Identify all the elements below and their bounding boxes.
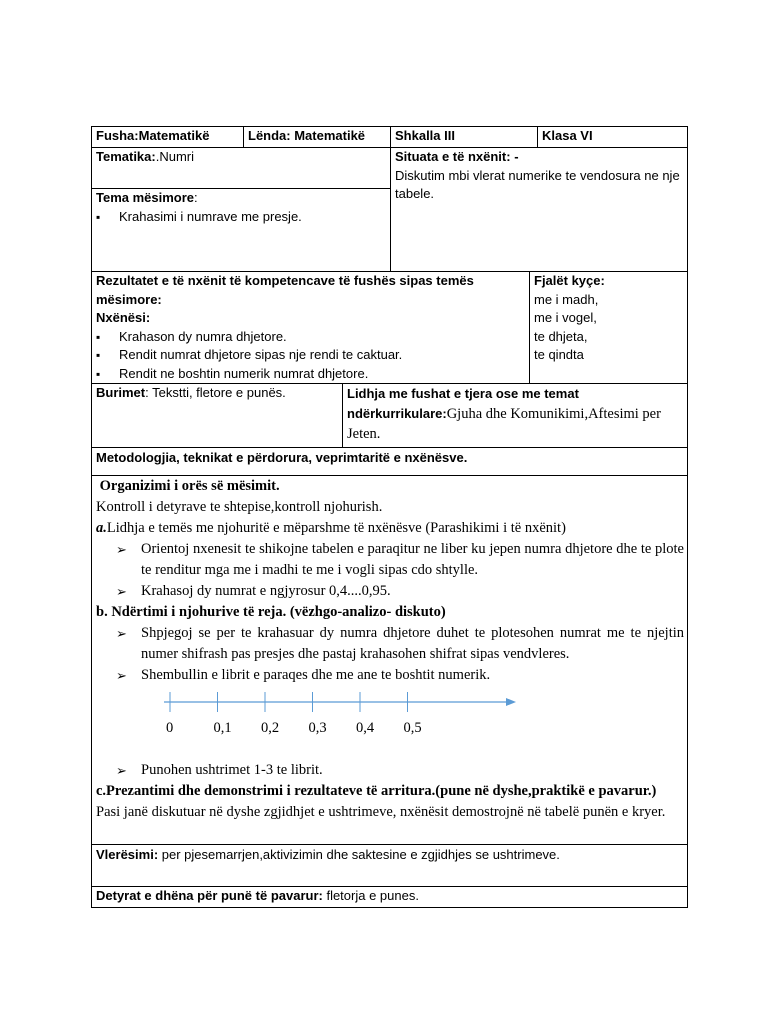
c-title: c.Prezantimi dhe demonstrimi i rezultateve të arritura.(pune në dyshe,praktikë e pavarur.) [96, 783, 657, 799]
burimet-cell [91, 384, 342, 447]
fjalet-label: Fjalët kyçe: [534, 273, 605, 288]
tematika-label: Tematika: [96, 149, 156, 164]
lenda-cell: Lënda: Matematikë [248, 128, 366, 143]
fjale-item: te dhjeta, [534, 328, 588, 344]
tema-colon: : [194, 190, 198, 205]
c-text: Pasi janë diskutuar në dyshe zgjidhjet e ushtrimeve, nxënësit demostrojnë në tabelë punën e kryer. [96, 804, 666, 820]
fjale-item: me i vogel, [534, 310, 597, 325]
burimet-label: Burimet [96, 385, 146, 400]
a-letter: a. [96, 520, 107, 536]
number-line-label: 0,1 [213, 720, 232, 736]
situata-suffix: : - [506, 149, 519, 164]
metodologjia-title: Metodologjia, teknikat e përdorura, veprimtaritë e nxënësve. [96, 450, 468, 465]
vleresimi-text: per pjesemarrjen,aktivizimin dhe saktesine e zgjidhjes se ushtrimeve. [158, 847, 560, 862]
klasa-cell: Klasa VI [542, 128, 593, 143]
shkalla-cell: Shkalla III [395, 128, 455, 143]
situata-label: Situata e të nxënit [395, 149, 507, 164]
number-line-label: 0,4 [356, 720, 375, 736]
a-item: ➢ Krahasoj dy numrat e ngjyrosur 0,4....0,95. [116, 581, 684, 602]
kontroll-text: Kontroll i detyrave te shtepise,kontroll njohurish. [96, 499, 383, 515]
vleresimi-cell [91, 845, 688, 886]
number-line [150, 688, 530, 718]
rezultatet-cell [91, 272, 529, 383]
rezultat-item: ▪ Krahason dy numra dhjetore. [96, 328, 525, 347]
rezultatet-title: Rezultatet e të nxënit të kompetencave të fushës sipas temës mësimore: [96, 273, 474, 307]
a-item: ➢ Orientoj nxenesit te shikojne tabelen e paraqitur ne liber ku jepen numra dhjetore dhe te plote te renditur mga me i madhi te me i vogli sipas cdo shtylle. [116, 539, 684, 581]
fjale-item: me i madh, [534, 291, 599, 307]
a-text: Lidhja e temës me njohuritë e mëparshme të nxënësve (Parashikimi i të nxënit) [106, 520, 566, 536]
lidhja-cell [342, 384, 688, 447]
tematika-cell [91, 148, 390, 188]
detyrat-label: Detyrat e dhëna për punë të pavarur: [96, 888, 323, 903]
lidhja-label: Lidhja me fushat e tjera ose me temat ndërkurrikulare: [347, 386, 579, 421]
b-title: b. Ndërtimi i njohurive të reja. (vëzhgo-analizo- diskuto) [96, 604, 446, 620]
number-line-label: 0 [166, 720, 174, 736]
rezultat-item: ▪ Rendit numrat dhjetore sipas nje rendi te caktuar. [96, 346, 525, 365]
tema-item: ▪ Krahasimi i numrave me presje. [96, 208, 386, 227]
number-line-label: 0,3 [308, 720, 327, 736]
b-item: ➢ Shembullin e librit e paraqes dhe me ane te boshtit numerik. [116, 665, 684, 686]
number-line-label: 0,5 [403, 720, 422, 736]
fjalet-kyce-cell [529, 272, 688, 383]
tema-cell [91, 189, 390, 271]
detyrat-text: fletorja e punes. [322, 888, 419, 903]
tematika-value: .Numri [155, 149, 195, 164]
b-item: ➢ Shpjegoj se per te krahasuar dy numra dhjetore duhet te plotesohen numrat me te njejtin numer shifrash pas presjes dhe pastaj krahasohen shifrat sipas vendvleres. [116, 623, 684, 665]
situata-cell [390, 148, 688, 271]
situata-text: Diskutim mbi vlerat numerike te vendosura ne nje tabele. [395, 167, 680, 201]
lidhja-text: Gjuha dhe Komunikimi,Aftesimi per Jeten. [347, 406, 661, 442]
rezultat-item: ▪ Rendit ne boshtin numerik numrat dhjetore. [96, 365, 525, 384]
burimet-text: : Tekstti, fletore e punës. [145, 385, 286, 400]
punohen-item: ➢ Punohen ushtrimet 1-3 te librit. [116, 760, 684, 781]
tema-label: Tema mësimore [96, 190, 195, 205]
fusha-cell: Fusha:Matematikë [96, 128, 210, 143]
number-line-arrow [506, 698, 516, 706]
fjale-item: te qindta [534, 347, 584, 362]
number-line-label: 0,2 [261, 720, 280, 736]
detyrat-cell [91, 887, 688, 908]
vleresimi-label: Vlerësimi: [96, 847, 159, 862]
organizimi-title: Organizimi i orës së mësimit. [96, 478, 280, 494]
organizimi-cell [91, 476, 688, 844]
nxenesi-label: Nxënësi: [96, 310, 151, 325]
